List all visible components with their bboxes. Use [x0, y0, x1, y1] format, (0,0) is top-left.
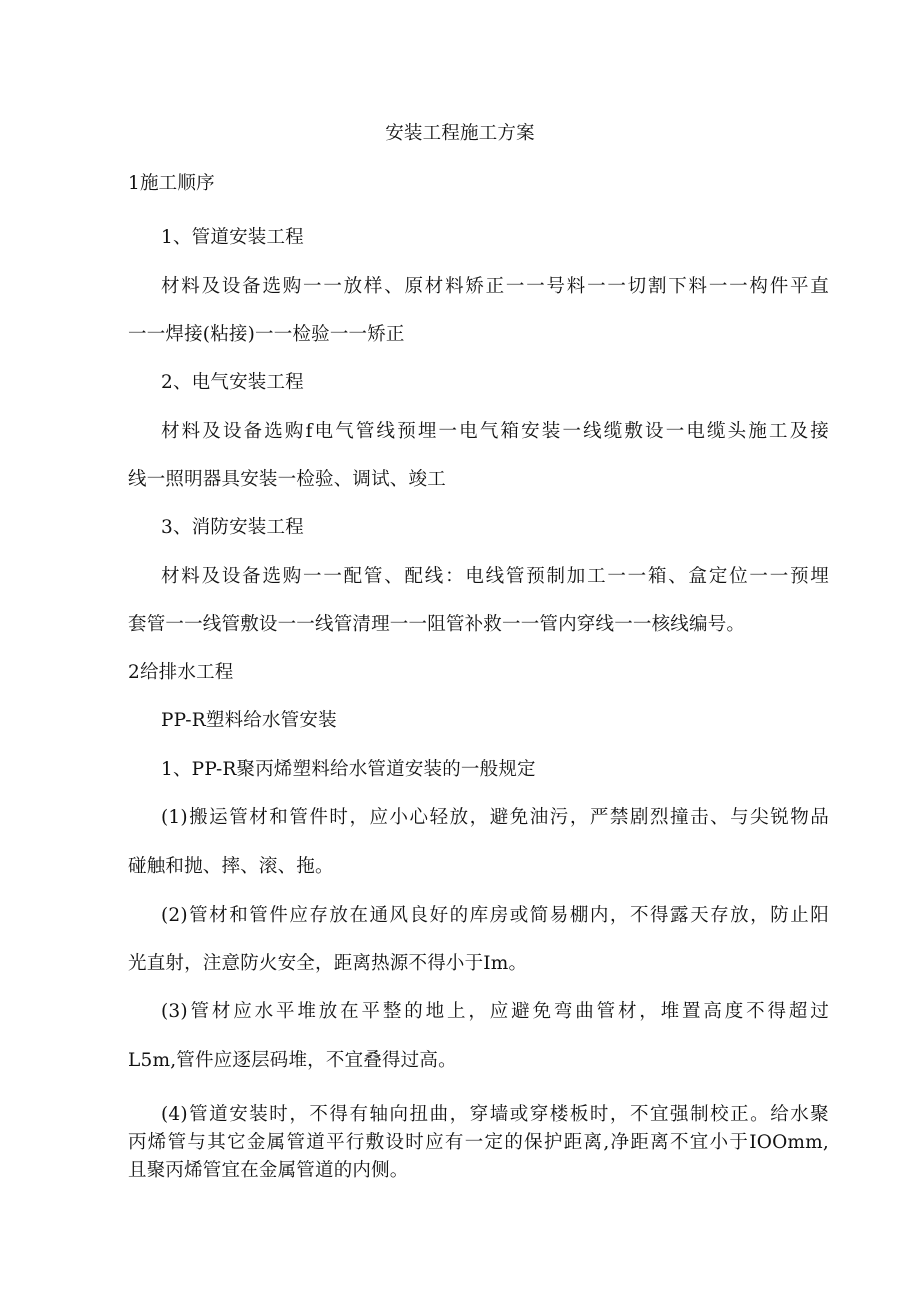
- item-3-heading: 3、消防安装工程: [161, 517, 304, 538]
- paragraph-1-line-2: 碰触和抛、摔、滚、拖。: [128, 856, 334, 877]
- paragraph-3-line-2: L5m,管件应逐层码堆，不宜叠得过高。: [128, 1050, 457, 1071]
- paragraph-1-line-1: (1)搬运管材和管件时，应小心轻放，避免油污，严禁剧烈撞击、与尖锐物品: [161, 807, 829, 828]
- page-title: 安装工程施工方案: [385, 123, 535, 144]
- paragraph-4-line-3: 且聚丙烯管宜在金属管道的内侧。: [128, 1160, 409, 1181]
- paragraph-2-line-1: (2)管材和管件应存放在通风良好的库房或简易棚内，不得露天存放，防止阳: [161, 905, 829, 926]
- item-2-heading: 2、电气安装工程: [161, 372, 304, 393]
- paragraph-3-line-1: (3)管材应水平堆放在平整的地上，应避免弯曲管材，堆置高度不得超过: [161, 1001, 829, 1022]
- item-1-text-line-2: 一一焊接(粘接)一一检验一一矫正: [128, 324, 405, 345]
- paragraph-4-line-2: 丙烯管与其它金属管道平行敷设时应有一定的保护距离,净距离不宜小于IOOmm,: [128, 1132, 829, 1153]
- item-2-text-line-1: 材料及设备选购f电气管线预埋一电气箱安装一线缆敷设一电缆头施工及接: [161, 421, 829, 442]
- item-1-text-line-1: 材料及设备选购一一放样、原材料矫正一一号料一一切割下料一一构件平直: [161, 276, 829, 297]
- rule-heading: 1、PP-R聚丙烯塑料给水管道安装的一般规定: [161, 759, 536, 780]
- paragraph-4-line-1: (4)管道安装时，不得有轴向扭曲，穿墙或穿楼板时，不宜强制校正。给水聚: [161, 1104, 829, 1125]
- item-1-heading: 1、管道安装工程: [161, 227, 304, 248]
- item-3-text-line-2: 套管一一线管敷设一一线管清理一一阻管补救一一管内穿线一一核线编号。: [128, 614, 746, 635]
- subsection-heading: PP-R塑料给水管安装: [161, 710, 337, 731]
- paragraph-2-line-2: 光直射，注意防火安全，距离热源不得小于Im。: [128, 953, 528, 974]
- item-2-text-line-2: 线一照明器具安装一检验、调试、竣工: [128, 469, 446, 490]
- item-3-text-line-1: 材料及设备选购一一配管、配线：电线管预制加工一一箱、盒定位一一预埋: [161, 566, 829, 587]
- section-2-heading: 2给排水工程: [128, 662, 234, 683]
- section-1-heading: 1施工顺序: [128, 173, 215, 194]
